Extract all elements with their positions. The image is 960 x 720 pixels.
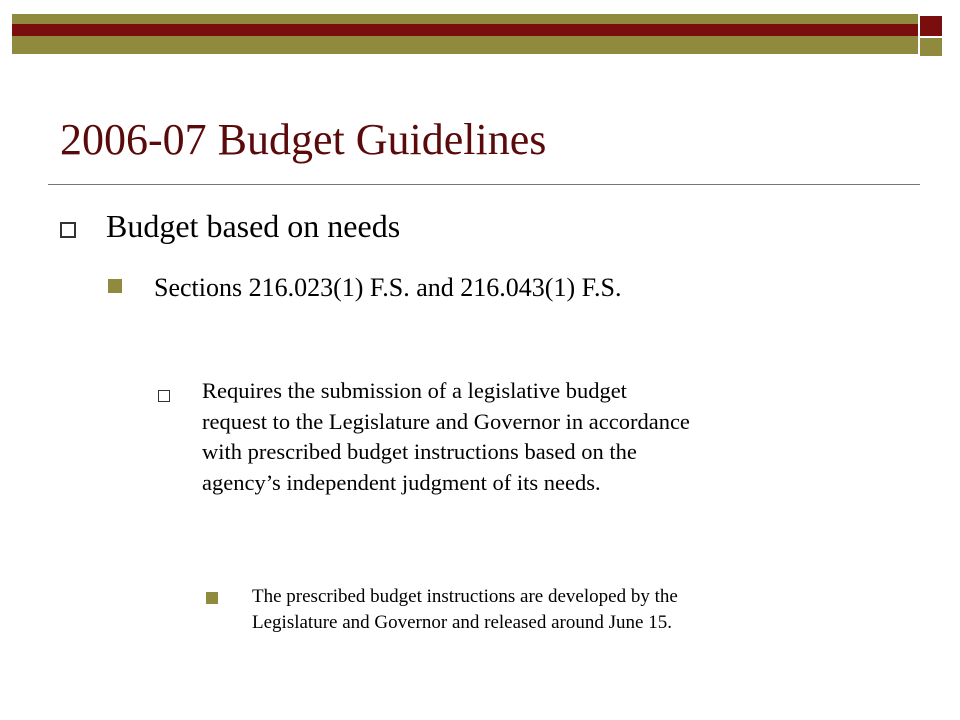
hollow-square-bullet-icon [60,222,76,238]
text-line: with prescribed budget instructions based on the [202,439,637,464]
banner-maroon-stripe [12,24,918,36]
banner-corner-maroon-block [920,16,942,36]
bullet-budget-based-on-needs: Budget based on needs [106,208,401,244]
banner-corner-olive-block [920,38,942,56]
text-line: agency’s independent judgment of its needs. [202,469,601,495]
solid-square-bullet-icon [108,279,122,293]
text-line: The prescribed budget instructions are developed by the [252,586,678,607]
banner-olive-stripe-top [12,14,918,24]
slide-title: 2006-07 Budget Guidelines [60,115,547,164]
header-banner [0,0,960,60]
text-line: Legislature and Governor and released around June 15. [252,612,672,633]
bullet-requires-submission [202,376,690,498]
title-divider [48,184,920,185]
text-line: request to the Legislature and Governor in accordance [202,408,690,434]
hollow-square-bullet-icon [158,390,170,402]
bullet-sections-citation: Sections 216.023(1) F.S. and 216.043(1) F.S. [154,273,622,302]
solid-square-bullet-icon [206,592,218,604]
bullet-prescribed-instructions [252,584,678,636]
text-line: Requires the submission of a legislative budget [202,378,627,403]
banner-olive-stripe-bottom [12,36,918,54]
